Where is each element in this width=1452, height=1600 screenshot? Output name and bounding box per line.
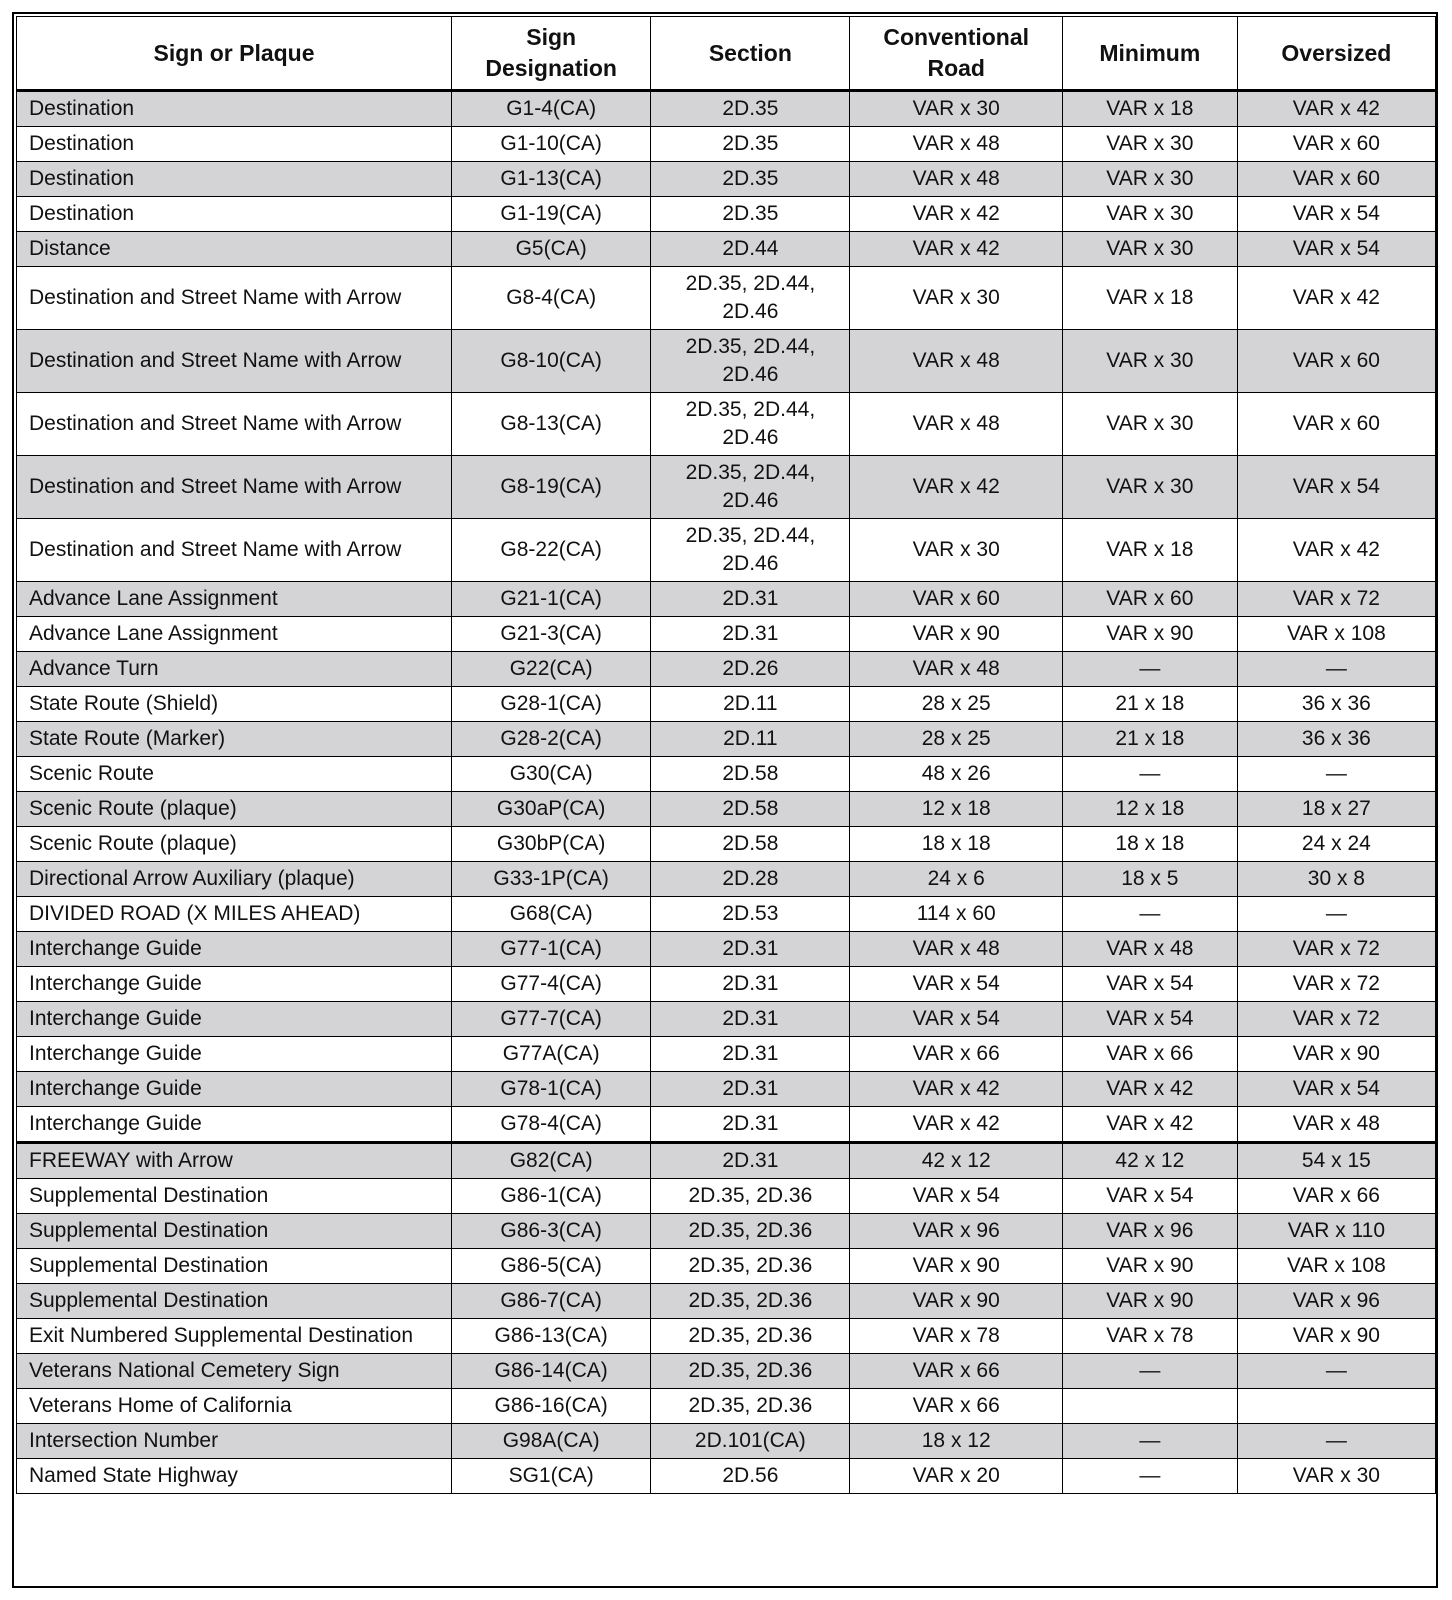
cell-oversized: VAR x 60 bbox=[1237, 162, 1435, 197]
cell-minimum: VAR x 60 bbox=[1062, 582, 1237, 617]
cell-section: 2D.35, 2D.44, 2D.46 bbox=[651, 267, 850, 330]
table-row bbox=[17, 393, 1436, 456]
cell-minimum: 21 x 18 bbox=[1062, 722, 1237, 757]
cell-sign-designation: G98A(CA) bbox=[452, 1424, 651, 1459]
cell-section: 2D.35, 2D.36 bbox=[651, 1354, 850, 1389]
cell-conventional-road: VAR x 90 bbox=[850, 1284, 1062, 1319]
cell-sign-designation: G30aP(CA) bbox=[452, 792, 651, 827]
table-row bbox=[17, 1354, 1436, 1389]
cell-section: 2D.26 bbox=[651, 652, 850, 687]
cell-oversized: VAR x 60 bbox=[1237, 393, 1435, 456]
cell-oversized: VAR x 42 bbox=[1237, 519, 1435, 582]
cell-oversized: 54 x 15 bbox=[1237, 1143, 1435, 1179]
cell-oversized: 36 x 36 bbox=[1237, 722, 1435, 757]
table-row bbox=[17, 687, 1436, 722]
table-row bbox=[17, 267, 1436, 330]
cell-sign-designation: G82(CA) bbox=[452, 1143, 651, 1179]
cell-minimum: VAR x 30 bbox=[1062, 162, 1237, 197]
cell-minimum: — bbox=[1062, 1459, 1237, 1494]
cell-sign-or-plaque: State Route (Shield) bbox=[17, 687, 452, 722]
cell-section: 2D.58 bbox=[651, 827, 850, 862]
table-row bbox=[17, 792, 1436, 827]
cell-section: 2D.35 bbox=[651, 127, 850, 162]
cell-oversized: VAR x 72 bbox=[1237, 932, 1435, 967]
cell-minimum: — bbox=[1062, 652, 1237, 687]
cell-conventional-road: VAR x 54 bbox=[850, 967, 1062, 1002]
cell-sign-or-plaque: Directional Arrow Auxiliary (plaque) bbox=[17, 862, 452, 897]
cell-sign-or-plaque: Supplemental Destination bbox=[17, 1249, 452, 1284]
cell-sign-designation: G86-16(CA) bbox=[452, 1389, 651, 1424]
cell-conventional-road: VAR x 78 bbox=[850, 1319, 1062, 1354]
cell-section: 2D.35, 2D.44, 2D.46 bbox=[651, 519, 850, 582]
table-row bbox=[17, 91, 1436, 127]
cell-minimum: VAR x 90 bbox=[1062, 617, 1237, 652]
table-row bbox=[17, 1284, 1436, 1319]
header-sign-designation: Sign Designation bbox=[452, 17, 651, 91]
cell-sign-designation: G68(CA) bbox=[452, 897, 651, 932]
cell-sign-designation: G30(CA) bbox=[452, 757, 651, 792]
cell-sign-or-plaque: Named State Highway bbox=[17, 1459, 452, 1494]
cell-sign-or-plaque: Exit Numbered Supplemental Destination bbox=[17, 1319, 452, 1354]
table-row bbox=[17, 1424, 1436, 1459]
cell-minimum: 42 x 12 bbox=[1062, 1143, 1237, 1179]
cell-sign-designation: G5(CA) bbox=[452, 232, 651, 267]
cell-minimum: VAR x 66 bbox=[1062, 1037, 1237, 1072]
cell-minimum: VAR x 54 bbox=[1062, 967, 1237, 1002]
cell-sign-or-plaque: Advance Turn bbox=[17, 652, 452, 687]
cell-minimum: VAR x 30 bbox=[1062, 232, 1237, 267]
cell-minimum: VAR x 42 bbox=[1062, 1072, 1237, 1107]
cell-oversized: VAR x 90 bbox=[1237, 1319, 1435, 1354]
header-conventional-road: Conventional Road bbox=[850, 17, 1062, 91]
cell-sign-or-plaque: Interchange Guide bbox=[17, 1002, 452, 1037]
cell-conventional-road: VAR x 48 bbox=[850, 393, 1062, 456]
cell-conventional-road: VAR x 66 bbox=[850, 1354, 1062, 1389]
cell-sign-designation: G28-2(CA) bbox=[452, 722, 651, 757]
table-row bbox=[17, 1214, 1436, 1249]
cell-conventional-road: 28 x 25 bbox=[850, 722, 1062, 757]
table-row bbox=[17, 162, 1436, 197]
cell-sign-designation: G1-10(CA) bbox=[452, 127, 651, 162]
cell-conventional-road: VAR x 42 bbox=[850, 232, 1062, 267]
table-row bbox=[17, 617, 1436, 652]
cell-section: 2D.31 bbox=[651, 582, 850, 617]
cell-section: 2D.11 bbox=[651, 722, 850, 757]
cell-conventional-road: VAR x 90 bbox=[850, 617, 1062, 652]
cell-oversized: VAR x 108 bbox=[1237, 1249, 1435, 1284]
header-sign-or-plaque: Sign or Plaque bbox=[17, 17, 452, 91]
cell-sign-or-plaque: Interchange Guide bbox=[17, 1037, 452, 1072]
cell-oversized: VAR x 108 bbox=[1237, 617, 1435, 652]
cell-minimum: VAR x 30 bbox=[1062, 393, 1237, 456]
cell-sign-designation: SG1(CA) bbox=[452, 1459, 651, 1494]
table-row bbox=[17, 1459, 1436, 1494]
cell-minimum: VAR x 30 bbox=[1062, 456, 1237, 519]
cell-conventional-road: 48 x 26 bbox=[850, 757, 1062, 792]
cell-conventional-road: 24 x 6 bbox=[850, 862, 1062, 897]
cell-oversized: VAR x 60 bbox=[1237, 330, 1435, 393]
cell-section: 2D.31 bbox=[651, 1143, 850, 1179]
table-row bbox=[17, 519, 1436, 582]
header-minimum: Minimum bbox=[1062, 17, 1237, 91]
cell-sign-designation: G77-7(CA) bbox=[452, 1002, 651, 1037]
cell-sign-or-plaque: DIVIDED ROAD (X MILES AHEAD) bbox=[17, 897, 452, 932]
table-row bbox=[17, 1179, 1436, 1214]
cell-oversized: 30 x 8 bbox=[1237, 862, 1435, 897]
cell-conventional-road: VAR x 48 bbox=[850, 932, 1062, 967]
cell-minimum: VAR x 30 bbox=[1062, 197, 1237, 232]
cell-minimum: VAR x 90 bbox=[1062, 1284, 1237, 1319]
cell-minimum: 21 x 18 bbox=[1062, 687, 1237, 722]
cell-sign-or-plaque: Destination and Street Name with Arrow bbox=[17, 267, 452, 330]
cell-minimum: 18 x 18 bbox=[1062, 827, 1237, 862]
cell-conventional-road: VAR x 42 bbox=[850, 1107, 1062, 1143]
cell-sign-or-plaque: Veterans National Cemetery Sign bbox=[17, 1354, 452, 1389]
cell-sign-or-plaque: Scenic Route (plaque) bbox=[17, 827, 452, 862]
cell-conventional-road: VAR x 60 bbox=[850, 582, 1062, 617]
cell-conventional-road: 42 x 12 bbox=[850, 1143, 1062, 1179]
cell-minimum: VAR x 42 bbox=[1062, 1107, 1237, 1143]
table-row bbox=[17, 197, 1436, 232]
cell-minimum: — bbox=[1062, 897, 1237, 932]
cell-section: 2D.101(CA) bbox=[651, 1424, 850, 1459]
cell-oversized: VAR x 42 bbox=[1237, 91, 1435, 127]
cell-sign-designation: G21-1(CA) bbox=[452, 582, 651, 617]
cell-sign-designation: G86-7(CA) bbox=[452, 1284, 651, 1319]
cell-section: 2D.31 bbox=[651, 1107, 850, 1143]
sign-size-table bbox=[16, 16, 1436, 1494]
table-row bbox=[17, 1037, 1436, 1072]
cell-conventional-road: 114 x 60 bbox=[850, 897, 1062, 932]
cell-sign-or-plaque: Veterans Home of California bbox=[17, 1389, 452, 1424]
cell-section: 2D.31 bbox=[651, 1002, 850, 1037]
table-row bbox=[17, 932, 1436, 967]
cell-section: 2D.35, 2D.36 bbox=[651, 1249, 850, 1284]
cell-sign-designation: G1-4(CA) bbox=[452, 91, 651, 127]
cell-section: 2D.11 bbox=[651, 687, 850, 722]
cell-sign-or-plaque: Destination and Street Name with Arrow bbox=[17, 456, 452, 519]
cell-section: 2D.28 bbox=[651, 862, 850, 897]
cell-sign-or-plaque: Destination bbox=[17, 162, 452, 197]
cell-sign-designation: G30bP(CA) bbox=[452, 827, 651, 862]
cell-section: 2D.58 bbox=[651, 757, 850, 792]
cell-oversized: VAR x 54 bbox=[1237, 456, 1435, 519]
cell-oversized: VAR x 54 bbox=[1237, 197, 1435, 232]
cell-sign-designation: G77-1(CA) bbox=[452, 932, 651, 967]
cell-sign-or-plaque: Scenic Route (plaque) bbox=[17, 792, 452, 827]
header-oversized: Oversized bbox=[1237, 17, 1435, 91]
cell-sign-or-plaque: Destination bbox=[17, 91, 452, 127]
cell-conventional-road: VAR x 48 bbox=[850, 127, 1062, 162]
cell-minimum: VAR x 96 bbox=[1062, 1214, 1237, 1249]
cell-section: 2D.44 bbox=[651, 232, 850, 267]
table-row bbox=[17, 967, 1436, 1002]
cell-oversized: VAR x 72 bbox=[1237, 1002, 1435, 1037]
cell-section: 2D.31 bbox=[651, 1072, 850, 1107]
cell-sign-designation: G8-22(CA) bbox=[452, 519, 651, 582]
cell-oversized: 24 x 24 bbox=[1237, 827, 1435, 862]
table-row bbox=[17, 757, 1436, 792]
cell-section: 2D.35, 2D.36 bbox=[651, 1214, 850, 1249]
cell-sign-designation: G86-1(CA) bbox=[452, 1179, 651, 1214]
cell-oversized: VAR x 30 bbox=[1237, 1459, 1435, 1494]
cell-minimum: VAR x 18 bbox=[1062, 519, 1237, 582]
table-row bbox=[17, 652, 1436, 687]
cell-oversized: — bbox=[1237, 1354, 1435, 1389]
cell-section: 2D.35 bbox=[651, 162, 850, 197]
table-row bbox=[17, 722, 1436, 757]
cell-oversized: VAR x 66 bbox=[1237, 1179, 1435, 1214]
cell-sign-or-plaque: State Route (Marker) bbox=[17, 722, 452, 757]
cell-conventional-road: 18 x 12 bbox=[850, 1424, 1062, 1459]
cell-section: 2D.58 bbox=[651, 792, 850, 827]
cell-conventional-road: VAR x 48 bbox=[850, 330, 1062, 393]
cell-section: 2D.31 bbox=[651, 967, 850, 1002]
cell-sign-or-plaque: Supplemental Destination bbox=[17, 1214, 452, 1249]
cell-section: 2D.56 bbox=[651, 1459, 850, 1494]
cell-conventional-road: VAR x 30 bbox=[850, 91, 1062, 127]
cell-minimum: — bbox=[1062, 1354, 1237, 1389]
cell-oversized: 36 x 36 bbox=[1237, 687, 1435, 722]
cell-oversized: VAR x 54 bbox=[1237, 1072, 1435, 1107]
cell-conventional-road: 12 x 18 bbox=[850, 792, 1062, 827]
table-row bbox=[17, 862, 1436, 897]
cell-sign-designation: G86-13(CA) bbox=[452, 1319, 651, 1354]
cell-minimum: VAR x 54 bbox=[1062, 1002, 1237, 1037]
cell-minimum: 12 x 18 bbox=[1062, 792, 1237, 827]
cell-section: 2D.53 bbox=[651, 897, 850, 932]
cell-section: 2D.35 bbox=[651, 197, 850, 232]
table-row bbox=[17, 456, 1436, 519]
header-row bbox=[17, 17, 1436, 91]
cell-sign-designation: G8-10(CA) bbox=[452, 330, 651, 393]
table-row bbox=[17, 1389, 1436, 1424]
cell-sign-designation: G78-4(CA) bbox=[452, 1107, 651, 1143]
cell-conventional-road: VAR x 54 bbox=[850, 1179, 1062, 1214]
cell-minimum: VAR x 30 bbox=[1062, 330, 1237, 393]
cell-minimum bbox=[1062, 1389, 1237, 1424]
cell-section: 2D.31 bbox=[651, 932, 850, 967]
cell-sign-or-plaque: Interchange Guide bbox=[17, 967, 452, 1002]
cell-oversized: VAR x 60 bbox=[1237, 127, 1435, 162]
cell-conventional-road: VAR x 30 bbox=[850, 519, 1062, 582]
cell-conventional-road: VAR x 54 bbox=[850, 1002, 1062, 1037]
cell-section: 2D.35, 2D.44, 2D.46 bbox=[651, 456, 850, 519]
cell-sign-designation: G22(CA) bbox=[452, 652, 651, 687]
table-row bbox=[17, 1319, 1436, 1354]
cell-sign-designation: G8-19(CA) bbox=[452, 456, 651, 519]
table-row bbox=[17, 897, 1436, 932]
cell-conventional-road: VAR x 66 bbox=[850, 1389, 1062, 1424]
cell-sign-designation: G78-1(CA) bbox=[452, 1072, 651, 1107]
table-row bbox=[17, 1249, 1436, 1284]
cell-sign-or-plaque: Destination and Street Name with Arrow bbox=[17, 330, 452, 393]
cell-conventional-road: VAR x 20 bbox=[850, 1459, 1062, 1494]
cell-sign-or-plaque: Advance Lane Assignment bbox=[17, 617, 452, 652]
cell-minimum: VAR x 54 bbox=[1062, 1179, 1237, 1214]
cell-sign-or-plaque: Destination bbox=[17, 197, 452, 232]
cell-sign-or-plaque: Advance Lane Assignment bbox=[17, 582, 452, 617]
header-section: Section bbox=[651, 17, 850, 91]
cell-sign-or-plaque: Supplemental Destination bbox=[17, 1179, 452, 1214]
cell-oversized: VAR x 42 bbox=[1237, 267, 1435, 330]
cell-conventional-road: VAR x 48 bbox=[850, 652, 1062, 687]
table-row bbox=[17, 232, 1436, 267]
cell-sign-or-plaque: Destination and Street Name with Arrow bbox=[17, 519, 452, 582]
table-row bbox=[17, 827, 1436, 862]
cell-section: 2D.35, 2D.44, 2D.46 bbox=[651, 393, 850, 456]
cell-sign-designation: G8-4(CA) bbox=[452, 267, 651, 330]
cell-conventional-road: VAR x 42 bbox=[850, 456, 1062, 519]
cell-oversized: VAR x 72 bbox=[1237, 967, 1435, 1002]
table-row bbox=[17, 1072, 1436, 1107]
cell-sign-or-plaque: Destination bbox=[17, 127, 452, 162]
cell-minimum: 18 x 5 bbox=[1062, 862, 1237, 897]
cell-sign-designation: G77A(CA) bbox=[452, 1037, 651, 1072]
cell-oversized: — bbox=[1237, 1424, 1435, 1459]
table-row bbox=[17, 1107, 1436, 1143]
cell-section: 2D.35 bbox=[651, 91, 850, 127]
cell-sign-or-plaque: Distance bbox=[17, 232, 452, 267]
cell-oversized: VAR x 110 bbox=[1237, 1214, 1435, 1249]
cell-minimum: VAR x 48 bbox=[1062, 932, 1237, 967]
cell-sign-or-plaque: Intersection Number bbox=[17, 1424, 452, 1459]
cell-minimum: VAR x 18 bbox=[1062, 91, 1237, 127]
cell-sign-or-plaque: Destination and Street Name with Arrow bbox=[17, 393, 452, 456]
cell-oversized: VAR x 72 bbox=[1237, 582, 1435, 617]
cell-sign-designation: G33-1P(CA) bbox=[452, 862, 651, 897]
cell-minimum: VAR x 30 bbox=[1062, 127, 1237, 162]
cell-section: 2D.35, 2D.44, 2D.46 bbox=[651, 330, 850, 393]
cell-minimum: — bbox=[1062, 1424, 1237, 1459]
cell-section: 2D.35, 2D.36 bbox=[651, 1284, 850, 1319]
table-row bbox=[17, 330, 1436, 393]
cell-sign-designation: G8-13(CA) bbox=[452, 393, 651, 456]
cell-section: 2D.35, 2D.36 bbox=[651, 1389, 850, 1424]
cell-sign-designation: G1-13(CA) bbox=[452, 162, 651, 197]
cell-minimum: VAR x 90 bbox=[1062, 1249, 1237, 1284]
cell-oversized: 18 x 27 bbox=[1237, 792, 1435, 827]
cell-sign-or-plaque: Supplemental Destination bbox=[17, 1284, 452, 1319]
cell-sign-or-plaque: Scenic Route bbox=[17, 757, 452, 792]
cell-oversized bbox=[1237, 1389, 1435, 1424]
table-row bbox=[17, 1002, 1436, 1037]
cell-oversized: VAR x 96 bbox=[1237, 1284, 1435, 1319]
cell-sign-or-plaque: FREEWAY with Arrow bbox=[17, 1143, 452, 1179]
cell-minimum: — bbox=[1062, 757, 1237, 792]
cell-oversized: VAR x 54 bbox=[1237, 232, 1435, 267]
table-row bbox=[17, 1143, 1436, 1179]
cell-minimum: VAR x 78 bbox=[1062, 1319, 1237, 1354]
cell-conventional-road: 28 x 25 bbox=[850, 687, 1062, 722]
cell-section: 2D.31 bbox=[651, 617, 850, 652]
table-row bbox=[17, 582, 1436, 617]
cell-sign-designation: G21-3(CA) bbox=[452, 617, 651, 652]
cell-conventional-road: VAR x 90 bbox=[850, 1249, 1062, 1284]
cell-sign-designation: G86-3(CA) bbox=[452, 1214, 651, 1249]
cell-oversized: — bbox=[1237, 652, 1435, 687]
cell-sign-designation: G77-4(CA) bbox=[452, 967, 651, 1002]
cell-conventional-road: VAR x 96 bbox=[850, 1214, 1062, 1249]
cell-sign-designation: G1-19(CA) bbox=[452, 197, 651, 232]
cell-minimum: VAR x 18 bbox=[1062, 267, 1237, 330]
cell-conventional-road: VAR x 48 bbox=[850, 162, 1062, 197]
cell-sign-or-plaque: Interchange Guide bbox=[17, 1107, 452, 1143]
cell-conventional-road: VAR x 42 bbox=[850, 197, 1062, 232]
cell-oversized: VAR x 48 bbox=[1237, 1107, 1435, 1143]
cell-section: 2D.31 bbox=[651, 1037, 850, 1072]
cell-oversized: — bbox=[1237, 757, 1435, 792]
cell-conventional-road: VAR x 42 bbox=[850, 1072, 1062, 1107]
cell-sign-designation: G28-1(CA) bbox=[452, 687, 651, 722]
cell-oversized: VAR x 90 bbox=[1237, 1037, 1435, 1072]
table-body bbox=[17, 91, 1436, 1494]
cell-section: 2D.35, 2D.36 bbox=[651, 1179, 850, 1214]
table-row bbox=[17, 127, 1436, 162]
cell-conventional-road: VAR x 66 bbox=[850, 1037, 1062, 1072]
cell-oversized: — bbox=[1237, 897, 1435, 932]
cell-sign-designation: G86-14(CA) bbox=[452, 1354, 651, 1389]
cell-sign-or-plaque: Interchange Guide bbox=[17, 1072, 452, 1107]
cell-sign-or-plaque: Interchange Guide bbox=[17, 932, 452, 967]
cell-conventional-road: 18 x 18 bbox=[850, 827, 1062, 862]
cell-section: 2D.35, 2D.36 bbox=[651, 1319, 850, 1354]
cell-conventional-road: VAR x 30 bbox=[850, 267, 1062, 330]
cell-sign-designation: G86-5(CA) bbox=[452, 1249, 651, 1284]
